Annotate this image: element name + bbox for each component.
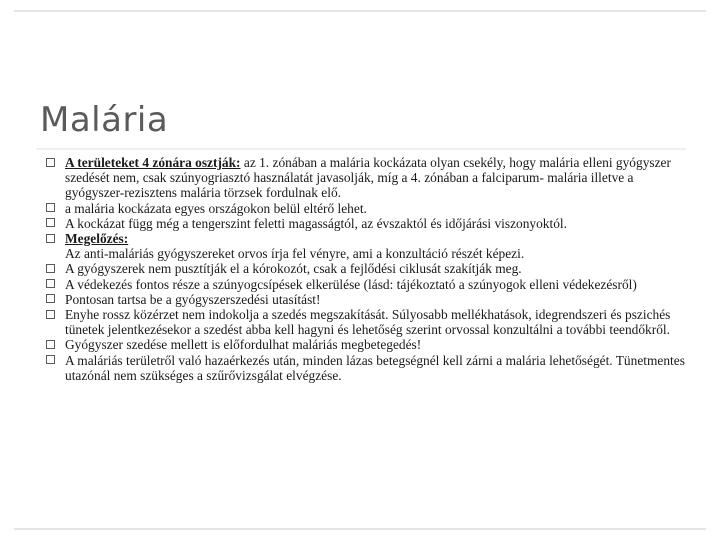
bullet-emphasis: Megelőzés: [65, 231, 129, 247]
bullet-emphasis: A területeket 4 zónára osztják: [65, 155, 241, 170]
bullet-item-mosquito-protection [46, 277, 686, 292]
bullet-item-prevention [46, 231, 686, 261]
bullet-text: Gyógyszer szedése mellett is előfordulhat maláriás megbetegedés! [65, 337, 422, 353]
bullet-item-after-return [46, 353, 686, 383]
bullet-text: A maláriás területről való hazaérkezés után, minden lázas betegségnél kell zárni a malária lehetőségét. Tünetmentes utazónál nem szükséges a szűrővizsgálat elvégzése. [65, 352, 685, 383]
bullet-item-drug-effect [46, 261, 686, 276]
bullet-text: A kockázat függ még a tengerszint feletti magasságtól, az évszaktól és időjárási viszonyoktól. [65, 215, 567, 231]
bullet-item-risk-variation [46, 201, 686, 216]
title-divider [36, 148, 686, 150]
slide-title: Malária [40, 100, 169, 140]
bullet-item-side-effects [46, 307, 686, 337]
square-bullet-icon [46, 158, 55, 167]
bullet-text: az 1. zónában a malária kockázata olyan csekély, hogy malária elleni gyógyszer szedését nem, csak szúnyogriasztó használatát javasolják, míg a 4. zónában a falciparum- malária illetve a gyógyszer-rezisztens malária törzsek fordulnak elő. [65, 155, 671, 201]
slide-top-border [14, 10, 706, 12]
bullet-text: Pontosan tartsa be a gyógyszerszedési utasítást! [65, 291, 321, 307]
bullet-item-dosage [46, 292, 686, 307]
bullet-text: A gyógyszerek nem pusztítják el a kórokozót, csak a fejlődési ciklusát szakítják meg. [65, 261, 522, 277]
slide-bottom-border [14, 528, 706, 530]
square-bullet-icon [46, 340, 55, 349]
square-bullet-icon [46, 218, 55, 227]
bullet-item-zones [46, 155, 686, 201]
bullet-text: Az anti-maláriás gyógyszereket orvos írja fel vényre, ami a konzultáció részét képezi. [65, 246, 525, 262]
square-bullet-icon [46, 310, 55, 319]
square-bullet-icon [46, 234, 55, 243]
bullet-item-risk-factors [46, 216, 686, 231]
square-bullet-icon [46, 294, 55, 303]
bullet-item-infection-possible [46, 337, 686, 352]
square-bullet-icon [46, 264, 55, 273]
bullet-list [46, 155, 686, 383]
bullet-text: A védekezés fontos része a szúnyogcsípések elkerülése (lásd: tájékoztató a szúnyogok elleni védekezésről) [65, 276, 637, 292]
square-bullet-icon [46, 355, 55, 364]
square-bullet-icon [46, 279, 55, 288]
square-bullet-icon [46, 203, 55, 212]
bullet-text: Enyhe rossz közérzet nem indokolja a szedés megszakítását. Súlyosabb mellékhatások, idegrendszeri és pszichés tünetek jelentkezésekor a szedést abba kell hagyni és lehetőség szerint orvossal konzultálni a további teendőkről. [65, 307, 671, 338]
bullet-text: a malária kockázata egyes országokon belül eltérő lehet. [65, 200, 367, 216]
